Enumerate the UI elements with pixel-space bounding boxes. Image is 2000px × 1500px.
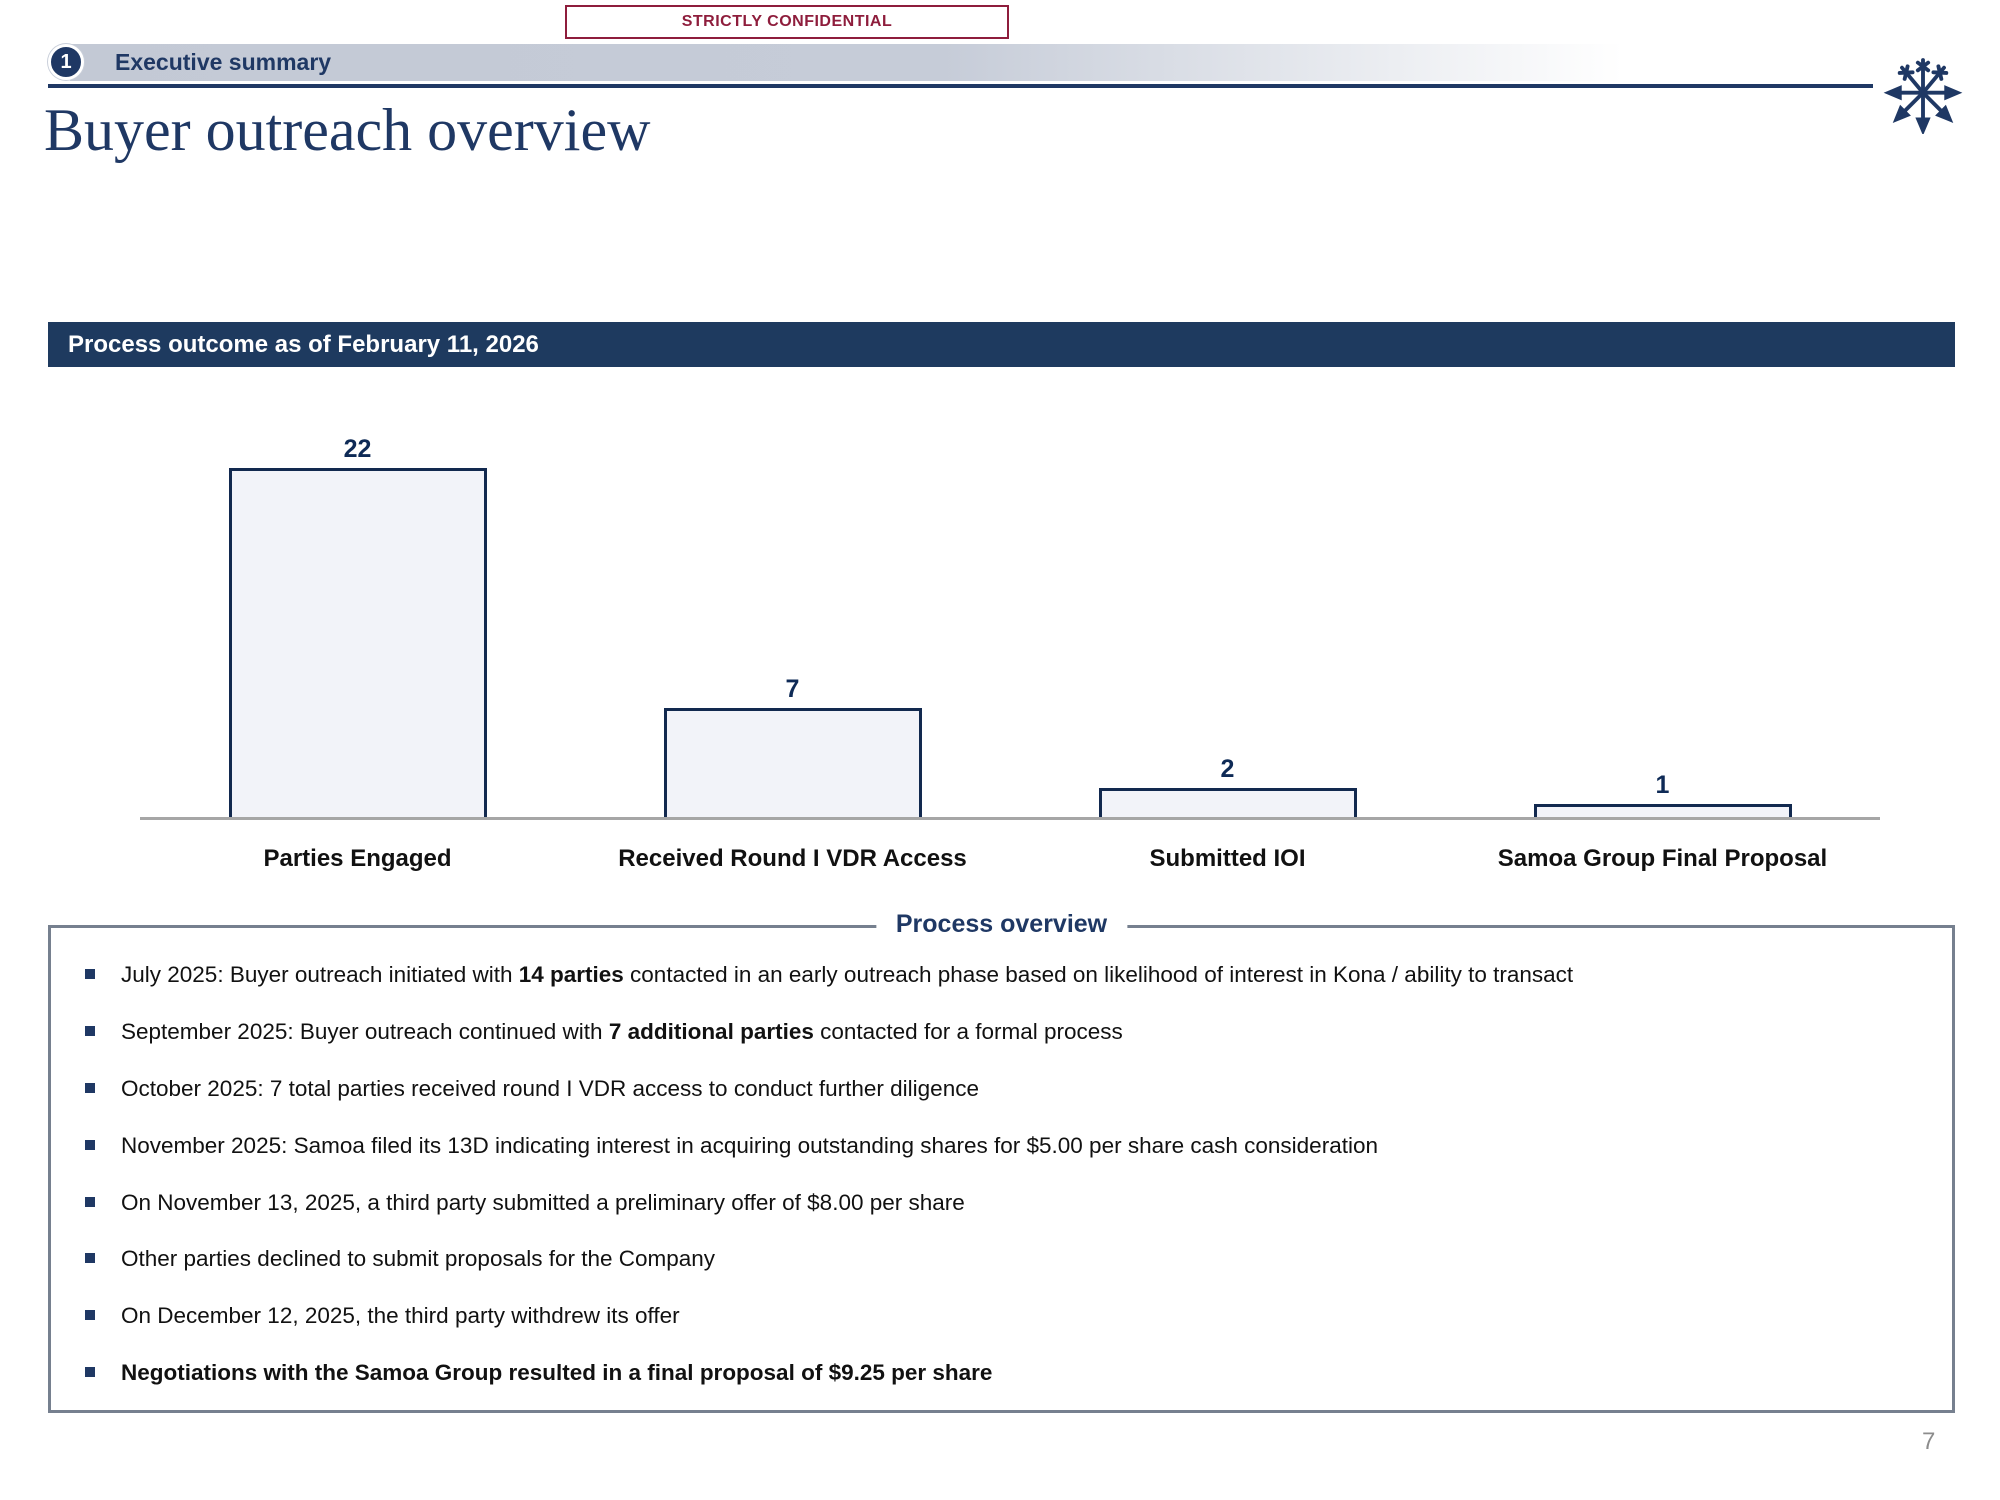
process-bullets <box>51 928 1952 1386</box>
bullet-item <box>75 1190 1922 1216</box>
bullet-item <box>75 1133 1922 1159</box>
bullet-square-icon <box>85 1026 95 1036</box>
bullet-item <box>75 1019 1922 1045</box>
bar-value-label: 1 <box>1655 771 1670 799</box>
bar-category-label: Submitted IOI <box>1149 845 1306 872</box>
bullet-text: Other parties declined to submit proposals for the Company <box>121 1246 716 1272</box>
bar-value-label: 7 <box>785 675 800 703</box>
bullet-item <box>75 1246 1922 1272</box>
section-number-badge <box>48 44 84 80</box>
confidential-label: STRICTLY CONFIDENTIAL <box>681 13 893 30</box>
confidential-badge <box>565 5 1009 39</box>
bar-chart <box>140 430 1880 820</box>
chart-section-banner <box>48 322 1955 367</box>
process-overview-title: Process overview <box>876 910 1127 939</box>
chart-section-banner-title: Process outcome as of February 11, 2026 <box>68 330 539 358</box>
process-overview-box <box>48 910 1955 1413</box>
bar <box>664 708 922 820</box>
chart-column <box>140 430 575 820</box>
bullet-text: On December 12, 2025, the third party withdrew its offer <box>121 1303 680 1329</box>
bullet-item <box>75 1076 1922 1102</box>
section-title: Executive summary <box>115 49 332 75</box>
chart-column <box>575 430 1010 820</box>
chart-category-labels <box>140 845 1880 873</box>
bullet-text: September 2025: Buyer outreach continued with 7 additional parties contacted for a formal process <box>121 1018 1123 1044</box>
section-number: 1 <box>60 50 72 73</box>
page-title: Buyer outreach overview <box>44 97 651 163</box>
bullet-item <box>75 962 1922 988</box>
bullet-text: October 2025: 7 total parties received round I VDR access to conduct further diligence <box>121 1075 979 1101</box>
arrow-starburst-logo-icon <box>1880 48 1966 134</box>
bullet-text: On November 13, 2025, a third party submitted a preliminary offer of $8.00 per share <box>121 1189 965 1215</box>
bullet-item <box>75 1303 1922 1329</box>
bullet-square-icon <box>85 969 95 979</box>
bar-value-label: 22 <box>343 435 372 463</box>
bullet-square-icon <box>85 1140 95 1150</box>
bullet-text: Negotiations with the Samoa Group resulted in a final proposal of $9.25 per share <box>121 1360 993 1386</box>
chart-axis-line <box>140 817 1880 820</box>
bullet-item <box>75 1360 1922 1386</box>
header-rule <box>48 84 1873 88</box>
page-number: 7 <box>1922 1428 1936 1455</box>
bullet-square-icon <box>85 1310 95 1320</box>
bullet-square-icon <box>85 1253 95 1263</box>
bar <box>229 468 487 820</box>
bullet-square-icon <box>85 1367 95 1377</box>
bullet-text: July 2025: Buyer outreach initiated with 14 parties contacted in an early outreach phase based on likelihood of interest in Kona / ability to transact <box>121 962 1574 987</box>
bullet-square-icon <box>85 1083 95 1093</box>
chart-column <box>1445 430 1880 820</box>
bar-value-label: 2 <box>1220 755 1235 783</box>
bar <box>1099 788 1357 820</box>
section-header-bar <box>70 44 1655 81</box>
bar-category-label: Parties Engaged <box>263 845 452 872</box>
bar-category-label: Received Round I VDR Access <box>618 845 967 872</box>
bar-category-label: Samoa Group Final Proposal <box>1497 845 1828 872</box>
chart-column <box>1010 430 1445 820</box>
bullet-text: November 2025: Samoa filed its 13D indicating interest in acquiring outstanding shares for $5.00 per share cash consideration <box>121 1132 1378 1158</box>
bullet-square-icon <box>85 1197 95 1207</box>
